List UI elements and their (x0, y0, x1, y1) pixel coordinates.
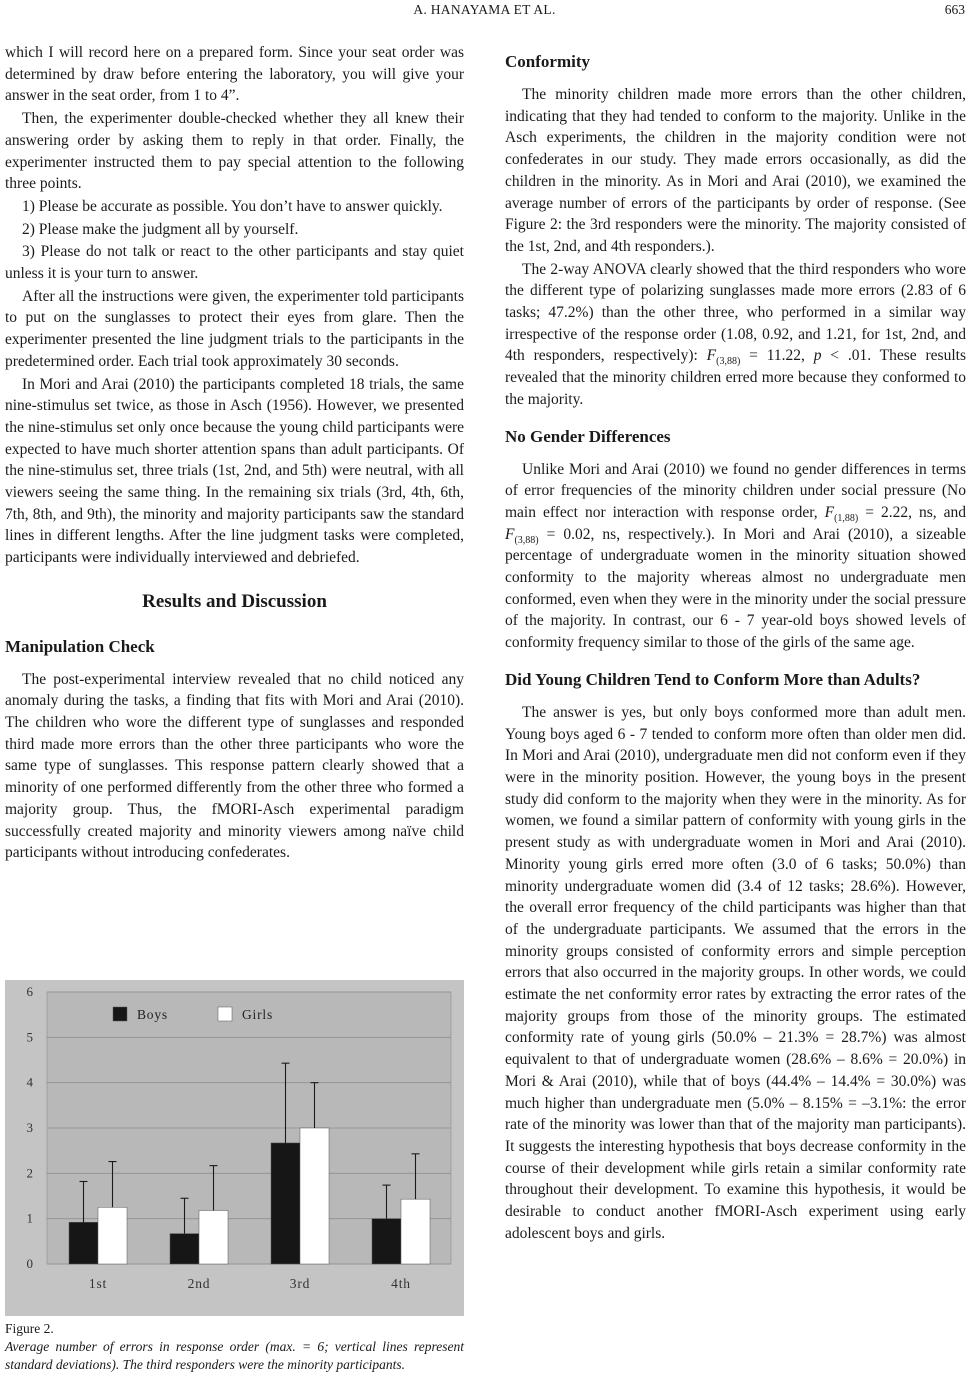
x-tick-label: 4th (391, 1276, 411, 1291)
section-heading: Results and Discussion (142, 590, 327, 612)
subsection-heading: Conformity (505, 52, 590, 71)
paragraph: 3) Please do not talk or react to the other participants and stay quiet unless it is your turn to answer. (5, 243, 464, 283)
paragraph: 1) Please be accurate as possible. You don’t have to answer quickly. (22, 197, 443, 215)
figure-label: Figure 2. (5, 1321, 54, 1336)
figure-caption (5, 1338, 464, 1374)
legend-label: Boys (137, 1007, 168, 1022)
text: = 0.02, ns, respectively.). In Mori and Arai (2010), a sizeable percentage of undergraduate women in the minority situation showed conformity to the majority whereas almost no undergraduate men conformed, even when they were in the minority under the social pressure of the majority. In contrast, our 6 - 7 year-old boys showed levels of conformity frequency similar to those of the girls of the same age. (505, 525, 966, 652)
figure-2 (5, 980, 464, 1374)
y-tick-label: 2 (26, 1165, 33, 1181)
y-tick-label: 0 (26, 1256, 33, 1271)
text: = 11.22, (740, 347, 814, 365)
right-column (505, 50, 966, 1245)
x-tick-label: 2nd (187, 1276, 211, 1291)
y-tick-label: 1 (26, 1210, 33, 1226)
paragraph: The answer is yes, but only boys conformed more than adult men. Young boys aged 6 - 7 tended to conform more often than older men did. In Mori and Arai (2010), undergraduate men did not conform even if they were in the minority position. However, the young boys in the present study did conform to the majority when they were in the minority. As for women, we found a similar pattern of conformity with young girls in the present study as with undergraduate women in Mori and Arai (2010). Minority young girls erred more often (3.0 of 6 tasks; 50.0%) than minority undergraduate women did (3.4 of 12 tasks; 28.6%). However, the overall error frequency of the child participants was higher than that of the undergraduate participants. We assumed that the errors in the minority groups consisted of conformity errors and simple perception errors that also occurred in the majority groups. In other words, we could estimate the net conformity error rates by extracting the error rates of the majority groups from those of the minority groups. The estimated conformity rate of young girls (50.0% – 21.3% = 28.7%) was almost equivalent to that of undergraduate women (28.6% – 8.6% = 20.0%) in Mori & Arai (2010), while that of boys (44.4% – 14.4% = 30.0%) was much higher than undergraduate men (5.0% – 8.15% = –3.1%: the error rate of the minority was lower than that of the majority man participants). It suggests the interesting hypothesis that boys decrease conformity in the course of their development while girls retain a similar conformity rate throughout their development. To examine this hypothesis, it would be desirable to conduct another fMORI-Asch experiment using early adolescent boys and girls. (505, 703, 966, 1242)
y-tick-label: 6 (26, 984, 33, 999)
y-tick-label: 5 (26, 1029, 33, 1045)
caption-text: Average number of errors in response order ( (5, 1339, 270, 1354)
bar-girls (199, 1211, 228, 1264)
stat-symbol: p (813, 347, 822, 365)
subsection-heading: No Gender Differences (505, 426, 671, 446)
running-head: A. HANAYAMA ET AL. (413, 2, 556, 17)
stat-symbol: F (505, 525, 515, 543)
stat-subscript: (3,88) (716, 356, 741, 368)
stat-symbol: F (706, 347, 717, 365)
page-header (0, 2, 969, 24)
bar-boys (271, 1143, 300, 1264)
text: Unlike Mori and Arai (2010) we found no gender differences in terms of error frequencies of the minority children under social pressure (No main effect nor interaction with response order, (505, 460, 966, 521)
text: The 2-way ANOVA clearly showed that the third responders who wore the different type of polarizing sunglasses made more errors (2.83 of 6 tasks; 47.2%) than the other three, who performed in a similar way irrespective of the response order (1.08, 0.92, and 1.21, for 1st, 2nd, and 4th responders, respectively): (505, 260, 966, 365)
bar-boys (170, 1234, 199, 1264)
paragraph: 2) Please make the judgment all by yourself. (22, 220, 299, 238)
bar-boys (372, 1219, 401, 1264)
paragraph: The post-experimental interview revealed that no child noticed any anomaly during the tasks, a finding that fits with Mori and Arai (2010). The children who wore the different type of sunglasses and responded third made more errors than the other three participants who wore the same type of sunglasses. This response pattern clearly showed that a minority of one performed differently from the other three who formed a majority group. Thus, the fMORI-Asch experimental paradigm successfully created majority and minority viewers among naïve child participants without introducing confederates. (5, 670, 464, 862)
bar-boys (69, 1222, 98, 1264)
stat-subscript: (1,88) (834, 513, 859, 525)
bar-girls (300, 1128, 329, 1264)
stat-subscript: (3,88) (514, 534, 539, 546)
subsection-heading: Did Young Children Tend to Conform More than Adults? (505, 669, 921, 689)
bar-girls (401, 1199, 430, 1264)
bar-girls (98, 1207, 127, 1264)
paragraph (505, 259, 966, 411)
text: = 2.22, ns, and (858, 503, 966, 521)
stat-symbol: F (824, 503, 835, 521)
y-tick-label: 3 (26, 1120, 33, 1135)
paragraph (505, 459, 966, 654)
page-number: 663 (944, 2, 965, 17)
legend-swatch-girls (218, 1007, 232, 1021)
y-tick-label: 4 (26, 1074, 33, 1090)
legend-swatch-boys (113, 1007, 127, 1021)
paragraph: which I will record here on a prepared form. Since your seat order was determined by draw before entering the laboratory, you will give your answer in the seat order, from 1 to 4”. (5, 44, 464, 105)
left-column (5, 42, 464, 865)
x-tick-label: 1st (88, 1276, 108, 1291)
legend-label: Girls (242, 1007, 273, 1022)
paragraph: After all the instructions were given, the experimenter told participants to put on the sunglasses to protect their eyes from glare. Then the experimenter presented the line judgment trials to the participants in the predetermined order. Each trial took approximately 30 seconds. (5, 287, 464, 370)
paragraph: Then, the experimenter double-checked whether they all knew their answering order by asking them to reply in that order. Finally, the experimenter instructed them to pay special attention to the following three points. (5, 110, 464, 193)
text: < .01. These results revealed that the minority children erred more because they conformed to the majority. (505, 347, 966, 408)
paragraph: In Mori and Arai (2010) the participants completed 18 trials, the same nine-stimulus set twice, as those in Asch (1956). However, we presented the nine-stimulus set only once because the young child participants were expected to have much shorter attention spans than adult participants. Of the nine-stimulus set, three trials (1st, 2nd, and 5th) were neutral, with all viewers seeing the same thing. In the remaining six trials (3rd, 4th, 6th, 7th, 8th, and 9th), the minority and majority participants saw the standard lines in different lengths. After the line judgment tasks were completed, participants were individually interviewed and debriefed. (5, 375, 464, 567)
caption-text: ; vertical lines represent standard deviations). The third responders were the minority participants. (5, 1339, 464, 1372)
bar-chart (5, 980, 464, 1316)
x-tick-label: 3rd (289, 1276, 311, 1291)
subsection-heading: Manipulation Check (5, 636, 155, 656)
caption-text: max. = 6 (269, 1339, 325, 1354)
paragraph: The minority children made more errors than the other children, indicating that they had tended to conform to the majority. Unlike in the Asch experiments, the children in the majority condition were not confederates in our study. They made errors occasionally, as did the children in the minority. As in Mori and Arai (2010), we examined the average number of errors of the participants by order of response. (See Figure 2: the 3rd responders were the minority. The majority consisted of the 1st, 2nd, and 4th responders.). (505, 86, 966, 255)
